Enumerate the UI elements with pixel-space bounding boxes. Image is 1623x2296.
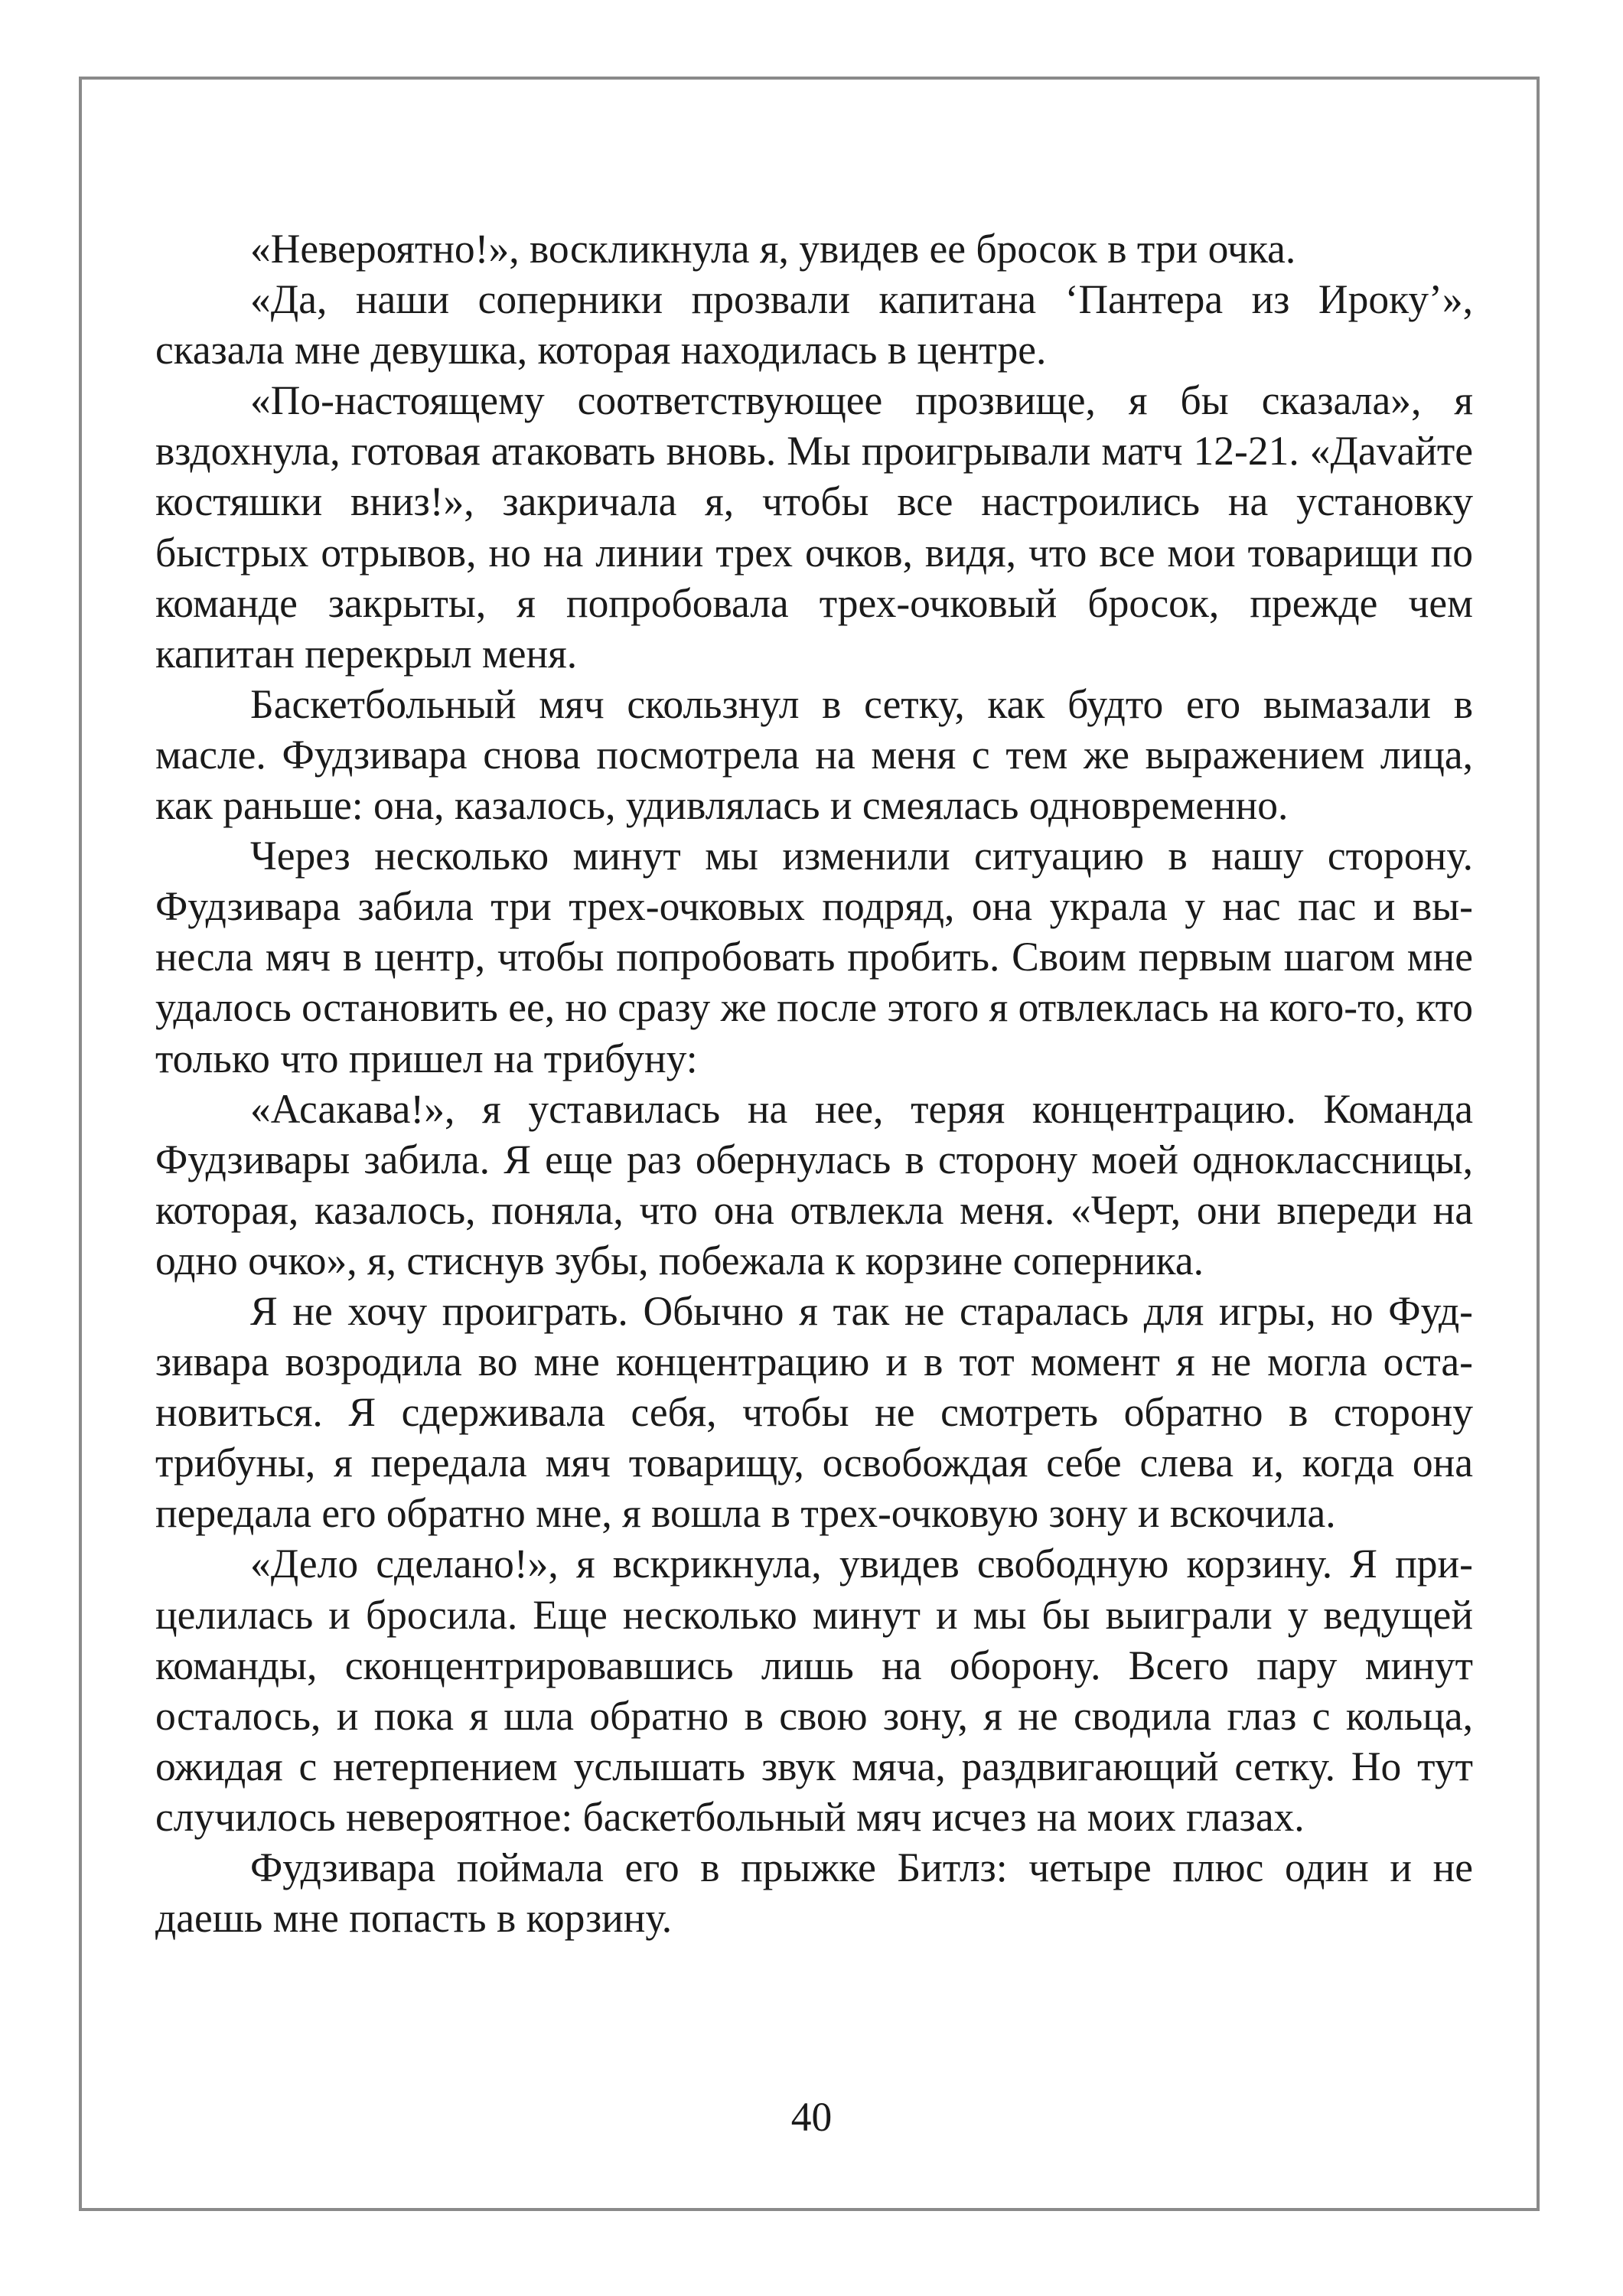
paragraph: «Асакава!», я уставилась на нее, теряя концентрацию. Команда Фудзивары забила. Я еще раз обернулась в сторону моей одноклассницы, которая, казалось, поняла, что она отвлекла меня. «Черт, они впереди на одно очко», я, стиснув зубы, побежала к корзине соперника. [155,1085,1473,1283]
paragraph: «Невероятно!», воскликнула я, увидев ее бросок в три очка. [250,226,1296,272]
paragraph: Я не хочу проиграть. Обычно я так не старалась для игры, но Фудзивара возродила во мне концентрацию и в тот момент я не могла остановиться. Я сдерживала себя, чтобы не смотреть обратно в сторону трибуны, я передала мяч товарищу, освобождая себе слева и, когда она передала его обратно мне, я вошла в трех-очковую зону и вскочила. [155,1287,1473,1537]
paragraph: Через несколько минут мы изменили ситуацию в нашу сторону. Фудзивара забила три трех-очковых подряд, она украла у нас пас и вынесла мяч в центр, чтобы попробовать пробить. Своим первым шагом мне удалось остановить ее, но сразу же после этого я отвлеклась на кого-то, кто только что пришел на трибуну: [155,833,1473,1081]
paragraph: «Да, наши соперники прозвали капитана ‘Пантера из Ироку’», сказала мне девушка, которая находилась в центре. [155,276,1473,373]
paragraph: Фудзивара поймала его в прыжке Битлз: четыре плюс один и не даешь мне попасть в корзину. [155,1844,1473,1942]
body-text [155,223,1473,1943]
page-number: 40 [790,2094,833,2140]
paragraph: «По-настоящему соответствующее прозвище, я бы сказала», я вздохнула, готовая атаковать вновь. Мы проигрывали матч 12-21. «Даvайте костяшки вниз!», закричала я, чтобы все настроились на установку быстрых отрывов, но на линии трех очков, видя, что все мои товарищи по команде закрыты, я попробовала трех-очковый бросок, прежде чем капитан перекрыл меня. [155,377,1473,677]
paragraph: Баскетбольный мяч скользнул в сетку, как будто его вымазали в масле. Фудзивара снова посмотрела на меня с тем же выражением лица, как раньше: она, казалось, удивлялась и смеялась одновременно. [155,680,1473,829]
paragraph: «Дело сделано!», я вскрикнула, увидев свободную корзину. Я прицелилась и бросила. Еще несколько минут и мы бы выиграли у ведущей команды, сконцентрировавшись лишь на оборону. Всего пару минут осталось, и пока я шла обратно в свою зону, я не сводила глаз с кольца, ожидая с нетерпением услышать звук мяча, раздвигающий сетку. Но тут случилось невероятное: баскетбольный мяч исчез на моих глазах. [155,1541,1473,1840]
